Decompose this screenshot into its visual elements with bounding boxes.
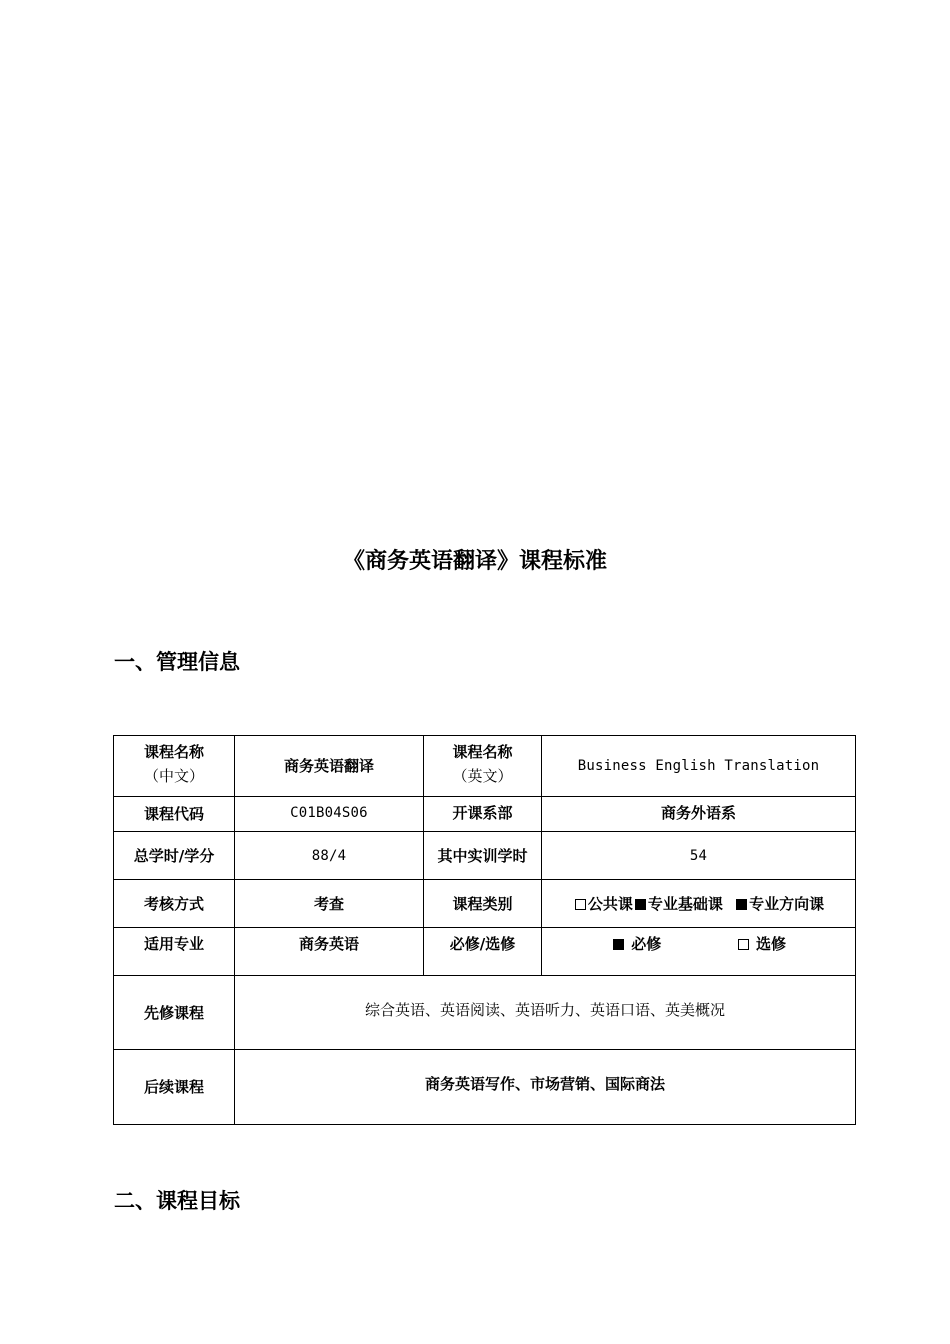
label-practical-hours: 其中实训学时 (424, 832, 542, 880)
section-heading-management-info: 一、管理信息 (114, 650, 240, 674)
option-professional-direction: 专业方向课 (749, 894, 825, 913)
value-required-elective (542, 928, 856, 976)
value-course-name-en: Business English Translation (542, 736, 856, 797)
label-line: （英文） (452, 767, 513, 785)
option-professional-basic: 专业基础课 (647, 894, 723, 913)
course-info-table (113, 735, 856, 1125)
value-course-category (542, 880, 856, 928)
label-total-hours-credits: 总学时/学分 (114, 832, 235, 880)
label-course-code: 课程代码 (114, 797, 235, 832)
label-course-name-en (424, 736, 542, 797)
table-row (114, 797, 856, 832)
document-title: 《商务英语翻译》课程标准 (342, 549, 607, 574)
value-prerequisite-courses: 综合英语、英语阅读、英语听力、英语口语、英美概况 (235, 976, 856, 1050)
value-course-name-cn: 商务英语翻译 (235, 736, 424, 797)
section-heading-course-objectives: 二、课程目标 (114, 1189, 240, 1213)
option-public-course: 公共课 (587, 894, 633, 913)
table-row (114, 832, 856, 880)
checkbox-elective[interactable] (738, 939, 749, 950)
table-row (114, 928, 856, 976)
value-assessment: 考查 (235, 880, 424, 928)
checkbox-professional-basic[interactable] (635, 899, 646, 910)
value-applicable-major: 商务英语 (235, 928, 424, 976)
table-row (114, 736, 856, 797)
value-total-hours-credits: 88/4 (235, 832, 424, 880)
table-row (114, 1050, 856, 1125)
label-assessment: 考核方式 (114, 880, 235, 928)
value-course-code: C01B04S06 (235, 797, 424, 832)
label-department: 开课系部 (424, 797, 542, 832)
label-line: 课程名称 (143, 743, 204, 761)
checkbox-public-course[interactable] (575, 899, 586, 910)
label-follow-up-courses: 后续课程 (114, 1050, 235, 1125)
label-prerequisite-courses: 先修课程 (114, 976, 235, 1050)
label-course-category: 课程类别 (424, 880, 542, 928)
value-practical-hours: 54 (542, 832, 856, 880)
label-line: （中文） (143, 767, 204, 785)
table-row (114, 880, 856, 928)
table-row (114, 976, 856, 1050)
label-applicable-major: 适用专业 (114, 928, 235, 976)
value-follow-up-courses: 商务英语写作、市场营销、国际商法 (235, 1050, 856, 1125)
label-course-name-cn (114, 736, 235, 797)
option-required: 必修 (631, 935, 662, 953)
checkbox-professional-direction[interactable] (736, 899, 747, 910)
checkbox-required[interactable] (613, 939, 624, 950)
label-line: 课程名称 (452, 743, 513, 761)
label-required-elective: 必修/选修 (424, 928, 542, 976)
value-department: 商务外语系 (542, 797, 856, 832)
option-elective: 选修 (755, 935, 786, 953)
